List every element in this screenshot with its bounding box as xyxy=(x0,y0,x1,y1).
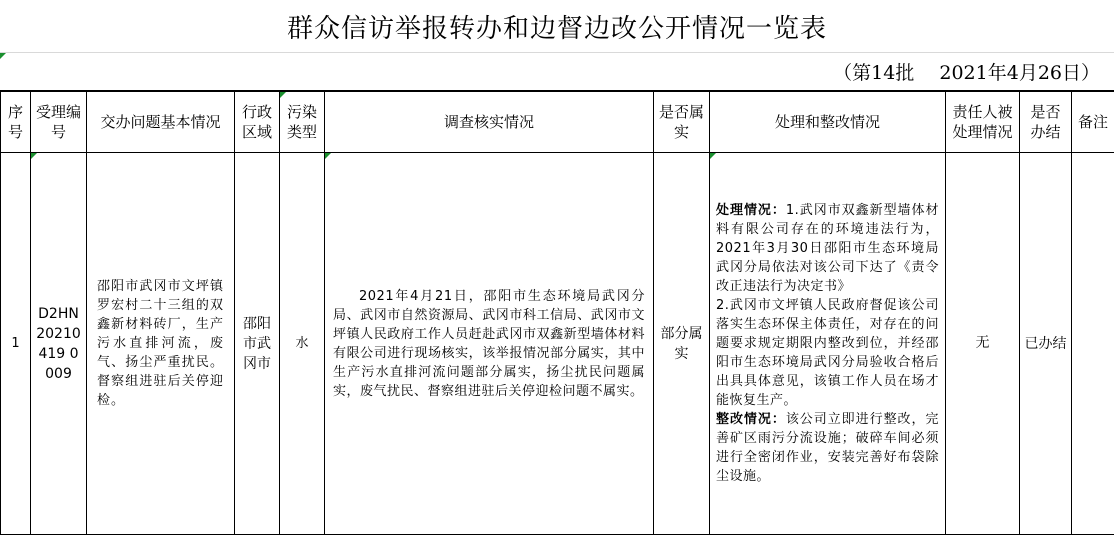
handling-text-1: 1.武冈市双鑫新型墙体材料有限公司存在的环境违法行为，2021年3月30日邵阳市生态环境局武冈分局依法对该公司下达了《责令改正违法行为决定书》 xyxy=(716,203,939,294)
investigation-text: 2021年4月21日，邵阳市生态环境局武冈分局、武冈市自然资源局、武冈市科工信局、武冈市文坪镇人民政府工作人员赶赴武冈市双鑫新型墙体材料有限公司进行现场核实，该举报情况部分属实，其中生产污水直排河流问题部分属实，扬尘扰民问题属实，废气扰民、督察组进驻后关停迎检问题不属实。 xyxy=(325,287,653,401)
handling-block xyxy=(710,201,945,486)
verified-text: 部分属实 xyxy=(654,324,709,364)
cell-receipt-no xyxy=(31,153,87,535)
cell-issue xyxy=(87,153,235,535)
handling-text-3: 该公司立即进行整改，完善矿区雨污分流设施；破碎车间必须进行全密闭作业，安装完善好布袋除尘设施。 xyxy=(716,412,939,484)
cell-remarks xyxy=(1072,153,1114,535)
cell-closed xyxy=(1020,153,1072,535)
closed-text: 已办结 xyxy=(1020,334,1071,354)
handling-part-2: 2.武冈市文坪镇人民政府督促该公司落实生态环保主体责任，对存在的问题要求规定期限内整改到位，并经邵阳市生态环境局武冈分局验收合格后出具具体意见，该镇工作人员在场才能恢复生产。 xyxy=(716,296,939,410)
cell-comment-marker xyxy=(0,53,6,59)
region-text: 邵阳市武冈市 xyxy=(235,314,279,374)
cell-handling xyxy=(710,153,946,535)
cell-region xyxy=(235,153,280,535)
cell-investigation xyxy=(325,153,654,535)
report-table xyxy=(0,91,1114,535)
handling-label-2: 整改情况： xyxy=(716,412,786,427)
handling-part-3 xyxy=(716,410,939,486)
batch-info-row xyxy=(0,53,1114,91)
cell-seq: 1 xyxy=(1,153,31,535)
header-issue: 交办问题基本情况 xyxy=(87,92,235,153)
header-closed: 是否办结 xyxy=(1020,92,1072,153)
cell-verified xyxy=(654,153,710,535)
header-verified: 是否属实 xyxy=(654,92,710,153)
header-row xyxy=(1,92,1114,153)
table-title: 群众信访举报转办和边督边改公开情况一览表 xyxy=(0,0,1114,53)
header-region: 行政区域 xyxy=(235,92,280,153)
header-receipt-no: 受理编号 xyxy=(31,92,87,153)
handling-label-1: 处理情况： xyxy=(716,203,786,218)
cell-pollution: 水 xyxy=(280,153,325,535)
header-investigation: 调查核实情况 xyxy=(325,92,654,153)
issue-text: 邵阳市武冈市文坪镇罗宏村二十三组的双鑫新材料砖厂，生产污水直排河流，废气、扬尘严重扰民。督察组进驻后关停迎检。 xyxy=(91,277,230,410)
header-handling: 处理和整改情况 xyxy=(710,92,946,153)
header-remarks: 备注 xyxy=(1072,92,1114,153)
header-pollution-text: 污染类型 xyxy=(287,103,317,141)
handling-part-1 xyxy=(716,201,939,296)
batch-info: （第14批 2021年4月26日） xyxy=(833,58,1100,85)
table-row xyxy=(1,153,1114,535)
header-responsible: 责任人被处理情况 xyxy=(946,92,1020,153)
cell-responsible: 无 xyxy=(946,153,1020,535)
header-pollution xyxy=(280,92,325,153)
header-seq: 序号 xyxy=(1,92,31,153)
receipt-no-text: D2HN20210419 0009 xyxy=(31,304,86,384)
